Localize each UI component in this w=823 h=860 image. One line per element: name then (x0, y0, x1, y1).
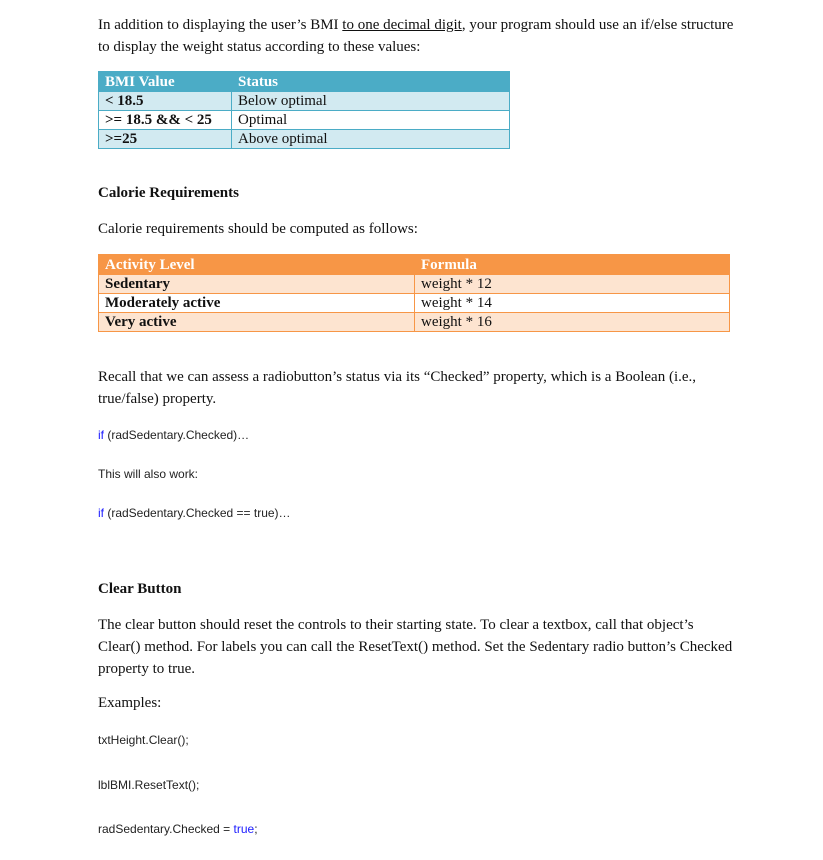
table-cell: Below optimal (232, 92, 510, 111)
example-code-2: lblBMI.ResetText(); (98, 778, 200, 792)
calorie-table (98, 254, 730, 332)
table-header-cell: BMI Value (99, 72, 232, 92)
code-line-1 (98, 428, 249, 442)
intro-text-2: , your program should use an if/else structure to display the weight status according to these values: (98, 17, 734, 55)
example-code-1: txtHeight.Clear(); (98, 733, 189, 747)
code-text: ; (254, 822, 258, 836)
clear-paragraph: The clear button should reset the controls to their starting state. To clear a textbox, call that object’s Clear() method. For labels you can call the ResetText() method. Set the Sedentary radio button’s Checked property to true. (98, 617, 733, 677)
table-cell: Above optimal (232, 130, 510, 149)
table-cell: Optimal (232, 111, 510, 130)
examples-label: Examples: (98, 695, 162, 711)
table-header-row (99, 255, 730, 275)
code-line-2 (98, 506, 291, 520)
clear-heading: Clear Button (98, 581, 182, 597)
table-cell: weight * 16 (415, 313, 730, 332)
intro-text-1: In addition to displaying the user’s BMI (98, 17, 343, 33)
code-keyword: if (98, 428, 104, 442)
table-row (99, 130, 510, 149)
table-header-row (99, 72, 510, 92)
table-header-cell: Activity Level (99, 255, 415, 275)
table-cell: weight * 12 (415, 275, 730, 294)
table-cell: weight * 14 (415, 294, 730, 313)
intro-underlined: to one decimal digit (342, 17, 462, 33)
table-cell: Sedentary (99, 275, 415, 294)
calorie-heading: Calorie Requirements (98, 185, 239, 201)
code-text: (radSedentary.Checked)… (104, 428, 250, 442)
table-cell: Very active (99, 313, 415, 332)
code-keyword: if (98, 506, 104, 520)
table-cell: >=25 (99, 130, 232, 149)
table-row (99, 313, 730, 332)
example-code-3 (98, 822, 258, 836)
radio-paragraph: Recall that we can assess a radiobutton’s status via its “Checked” property, which is a Boolean (i.e., true/false) property. (98, 369, 697, 407)
table-header-cell: Status (232, 72, 510, 92)
table-cell: < 18.5 (99, 92, 232, 111)
table-cell: Moderately active (99, 294, 415, 313)
table-cell: >= 18.5 && < 25 (99, 111, 232, 130)
table-row (99, 92, 510, 111)
table-row (99, 294, 730, 313)
table-row (99, 111, 510, 130)
calorie-text: Calorie requirements should be computed as follows: (98, 221, 418, 237)
also-text: This will also work: (98, 467, 199, 481)
table-header-cell: Formula (415, 255, 730, 275)
code-keyword: true (233, 822, 255, 836)
code-text: (radSedentary.Checked == true)… (104, 506, 291, 520)
intro-paragraph (98, 14, 738, 58)
table-row (99, 275, 730, 294)
bmi-table (98, 71, 510, 149)
code-text: radSedentary.Checked = (98, 822, 234, 836)
